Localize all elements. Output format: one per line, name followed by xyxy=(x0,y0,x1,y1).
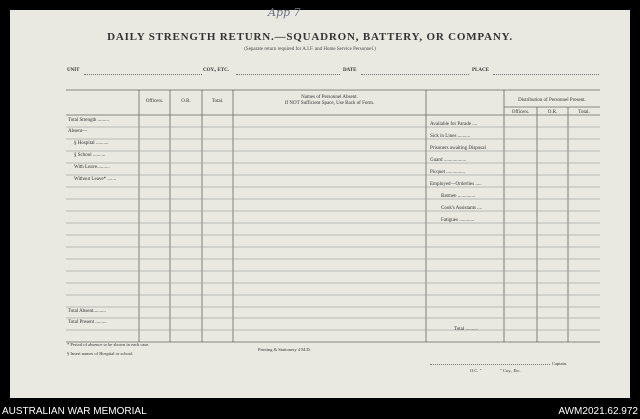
dist-label: Employed—Orderlies ..... xyxy=(430,182,482,187)
dist-label: Available for Parade .... xyxy=(430,122,478,127)
footnote: * Period of absence to be shown in each case. xyxy=(67,342,150,347)
captain-label: Captain. xyxy=(552,361,568,366)
col-officers: Officers. xyxy=(145,99,164,104)
col-dist-officers: Officers. xyxy=(511,110,530,115)
col-or: O.R. xyxy=(181,99,191,104)
place-label: PLACE xyxy=(472,68,489,73)
form-title: DAILY STRENGTH RETURN.—SQUADRON, BATTERY, OR COMPANY. xyxy=(107,31,513,43)
row-label-total-absent: Total Absent.......... xyxy=(68,309,106,314)
dist-label: Prisoners awaiting Disposal xyxy=(430,146,486,151)
row-label: Total Strength ......... xyxy=(68,118,109,123)
row-label: Absent— xyxy=(68,129,88,134)
col-distribution: Distribution of Personnel Present. xyxy=(518,98,586,103)
dist-label: Picquet ............... xyxy=(430,170,465,175)
row-label: § Hospital .......... xyxy=(74,141,109,146)
row-label-total-present: Total Present ......... xyxy=(68,320,107,325)
printer-imprint: Printing & Stationery 4 M.D. xyxy=(258,347,311,352)
dist-label: Guard .................. xyxy=(430,158,467,163)
dist-total-label: Total .......... xyxy=(454,327,478,332)
col-total: Total. xyxy=(211,99,224,104)
captain-signature-line xyxy=(430,364,550,365)
dist-label: Cook's Assistants .... xyxy=(441,206,483,211)
date-label: DATE xyxy=(343,68,357,73)
dist-label: Fatigues ............ xyxy=(441,218,475,223)
col-dist-or: O.R. xyxy=(547,110,558,115)
handwritten-note: App 7 xyxy=(268,6,301,19)
row-label: With Leave.......... xyxy=(74,165,110,170)
row-label: § School .......... xyxy=(74,153,106,158)
form-subtitle: (Separate return required for A.I.F. and Home Service Personnel.) xyxy=(244,47,376,52)
footnote: § Insert names of Hospital or school. xyxy=(67,351,134,356)
coy-label: COY., ETC. xyxy=(203,68,229,73)
col-dist-total: Total. xyxy=(578,110,590,115)
dist-label: Sick in Lines .......... xyxy=(430,134,471,139)
caption-left: AUSTRALIAN WAR MEMORIAL xyxy=(2,406,147,417)
caption-right: AWM2021.62.972 xyxy=(558,406,638,417)
row-label: Without Leave* ....... xyxy=(74,177,117,182)
col-names-line1: Names of Personnel Absent. xyxy=(301,95,358,100)
unit-label: UNIT xyxy=(67,68,80,73)
coy-etc-label: " Coy., Etc. xyxy=(500,368,521,373)
dist-label: Batmen .............. xyxy=(441,194,476,199)
col-names-line2: If NOT Sufficient Space, Use Back of Form. xyxy=(284,101,375,106)
oc-label: O.C. " xyxy=(470,368,482,373)
